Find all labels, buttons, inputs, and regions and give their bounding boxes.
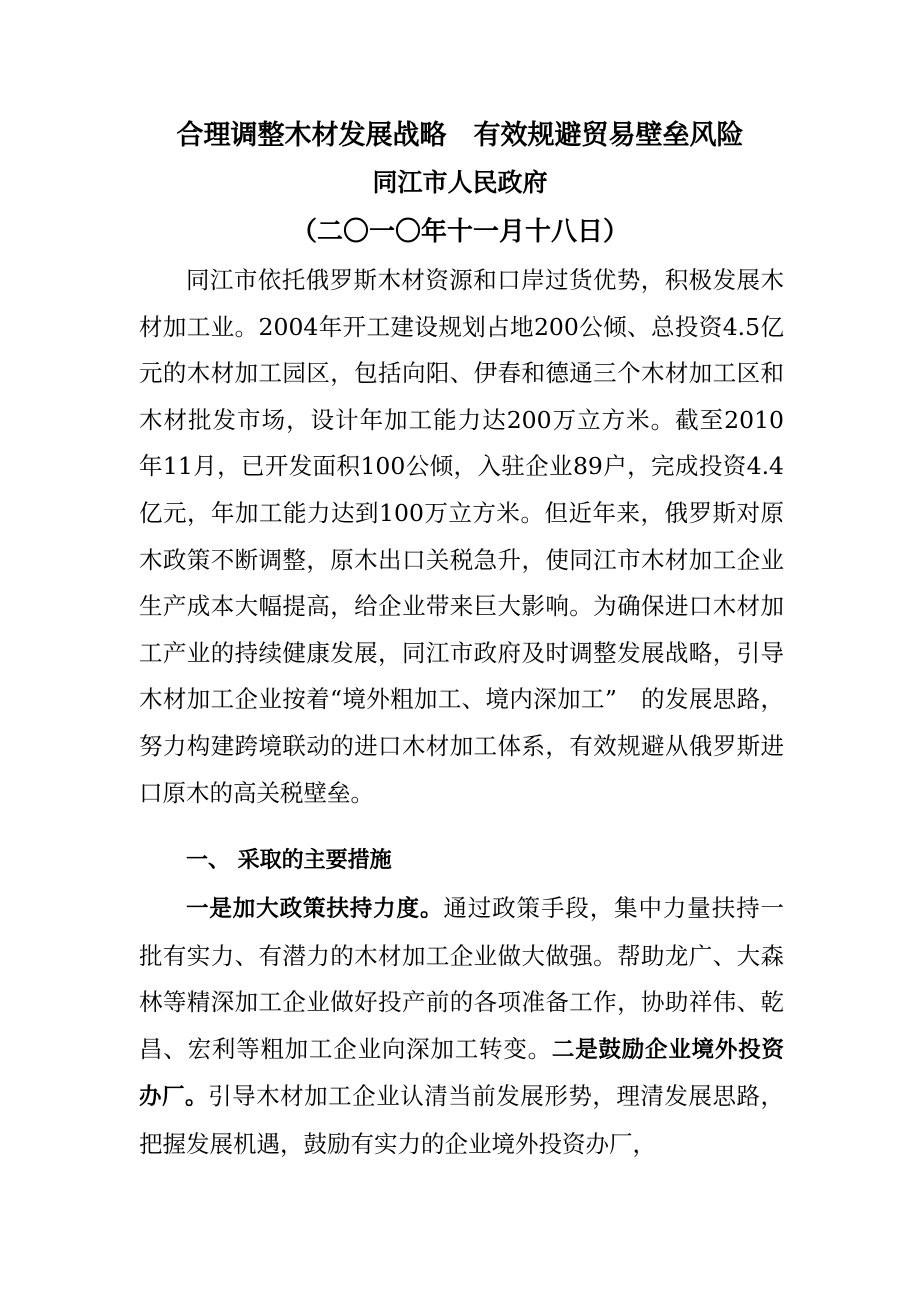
- measure-2-text: 引导木材加工企业认清当前发展形势，理清发展思路，把握发展机遇，鼓励有实力的企业境外投资办厂，: [139, 1082, 784, 1158]
- measures-paragraph: [139, 885, 784, 1168]
- measure-2-heading: 二是鼓励企业境外投资办厂。: [139, 1036, 784, 1111]
- measure-1-text: 通过政策手段，集中力量扶持一批有实力、有潜力的木材加工企业做大做强。帮助龙广、大森林等精深加工企业做好投产前的各项准备工作，协助祥伟、乾昌、宏利等粗加工企业向深加工转变。: [139, 894, 784, 1063]
- intro-paragraph: 同江市依托俄罗斯木材资源和口岸过货优势，积极发展木材加工业。2004年开工建设规划占地200公倾、总投资4.5亿元的木材加工园区，包括向阳、伊春和德通三个木材加工区和木材批发市场，设计年加工能力达200万立方米。截至2010年11月，已开发面积100公倾，入驻企业89户，完成投资4.4亿元，年加工能力达到100万立方米。但近年来，俄罗斯对原木政策不断调整，原木出口关税急升，使同江市木材加工企业生产成本大幅提高，给企业带来巨大影响。为确保进口木材加工产业的持续健康发展，同江市政府及时调整发展战略，引导木材加工企业按着“境外粗加工、境内深加工” 的发展思路，努力构建跨境联动的进口木材加工体系，有效规避从俄罗斯进口原木的高关税壁垒。: [139, 266, 784, 807]
- document-date: （二〇一〇年十一月十八日）: [290, 217, 629, 247]
- document-title: 合理调整木材发展战略 有效规避贸易壁垒风险: [176, 120, 744, 151]
- measure-1-heading: 一是加大政策扶持力度。: [186, 896, 444, 922]
- section-heading: 一、 采取的主要措施: [186, 848, 392, 873]
- issuer-name: 同江市人民政府: [372, 168, 548, 197]
